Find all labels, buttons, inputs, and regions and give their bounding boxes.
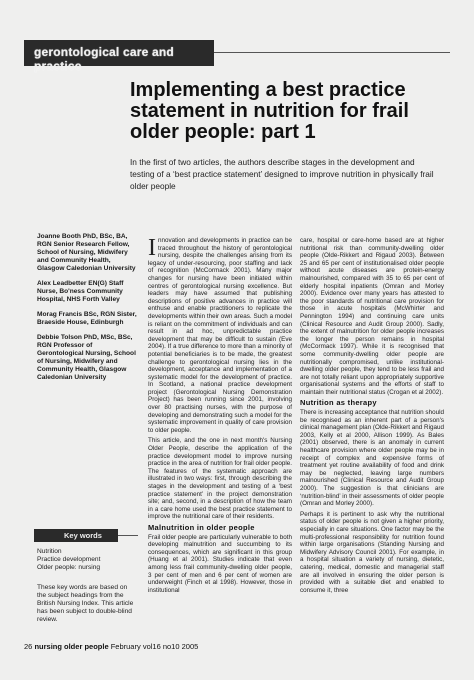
author-3: Morag Francis BSc, RGN Sister, Braeside House, Edinburgh [37, 311, 137, 326]
journal-name: nursing older people [34, 642, 109, 651]
keywords-list [37, 548, 137, 572]
col2-subheading: Nutrition as therapy [300, 398, 377, 408]
article-lede: In the first of two articles, the authors describe stages in the development and testing of a ‘best practice statement’ designed to improve nutrition in physically frail older people [130, 157, 434, 191]
issue-info: February vol16 no10 2005 [110, 642, 199, 651]
author-list [37, 233, 139, 389]
col1-para-3: Frail older people are particularly vulnerable to both developing malnutrition and succumbing to its consequences, which are significant in this group (Huang et al 2001). Studies indicate that even among less frail community-dwelling older people, 3 per cent of men and 6 per cent of women are underweight (Finch et al 1998). However, those in institutional [148, 533, 292, 594]
body-column-2 [300, 237, 444, 597]
col2-para-1: care, hospital or care-home based are at higher nutritional risk than community-dwelling older people (Olde-Rikkert and Rigaud 2003). Between 25 and 65 per cent of institutionalised older people without acute diseases are protein-energy malnourished, compared with 35 to 65 per cent of elderly hospital inpatients (Omran and Morley 2000). Evidence over many years has attested to the poor standards of nutritional care provision for those in acute hospitals (McWhirter and Pennington 1994) and continuing care units (Clinical Resource and Audit Group 2000). Sadly, the extent of malnutrition for older people increases the longer the person remains in hospital (McCormack 1997). While it is recognised that some community-dwelling older people are nutritionally compromised, unlike institutional-dwelling older people, they tend to be less frail and are not totally reliant upon appropriately supportive organisational systems and the efforts of staff to maintain their nutritional status (Crogan et al 2002). [300, 237, 444, 396]
keywords-banner [34, 529, 118, 542]
author-1: Joanne Booth PhD, BSc, BA, RGN Senior Research Fellow, School of Nursing, Midwifery and Community Health, Glasgow Caledonian University [37, 233, 136, 272]
article-title: Implementing a best practice statement in nutrition for frail older people: part 1 [130, 79, 409, 143]
section-banner-label: gerontological care and practice [34, 45, 174, 73]
section-banner [24, 40, 214, 73]
author-4: Debbie Tolson PhD, MSc, BSc, RGN Professor of Gerontological Nursing, School of Nursing, Midwifery and Community Health, Glasgow Caledonian University [37, 334, 136, 381]
col1-para-1 [148, 237, 292, 434]
col1-para-2: This article, and the one in next month's Nursing Older People, describe the application of the practice development model to improve nursing practice in the area of nutrition for frail older people. The features of the systematic approach are illustrated in two ways: first, through describing the stages in the development and testing of a ‘best practice statement’ in the project demonstration site; and, second, in a description of how the team in a care home used the best practice statement to improve the nutritional care of their residents. [148, 437, 292, 521]
banner-rule [214, 52, 450, 53]
keyword-3: Older people: nursing [37, 564, 101, 571]
col1-subheading: Malnutrition in older people [148, 522, 255, 532]
page-number: 26 [24, 642, 33, 651]
page-footer [24, 642, 198, 651]
keyword-2: Practice development [37, 556, 101, 563]
keywords-label: Key words [64, 531, 102, 540]
body-column-1 [148, 237, 292, 597]
col2-para-3: Perhaps it is pertinent to ask why the nutritional status of older people is not given a higher priority, especially in care situations. One factor may be the multi-professional responsibility for nutrition found within large organisations (Standing Nursing and Midwifery Advisory Council 2001). For example, in a hospital situation a variety of nursing, dietetic, catering, medical, domestic and managerial staff are all involved in ensuring the older person is provided with a suitable diet and enabled to consume it, three [300, 510, 444, 594]
keywords-rule [118, 535, 138, 536]
col1-para-1-text: nnovation and developments in practice can be traced throughout the history of gerontological nursing, despite the challenges arising from its legacy of under-resourcing, poor staffing and lack of recognition (McCormack 2001). Many major changes for nursing have been initiated within centres of gerontological nursing excellence. But leaders may have assumed that publishing descriptions of positive advances in practice will enthuse and enable practitioners to replicate the developments within their own areas. Such a model is reliant on the commitment of individuals and can result in ad hoc, unpredictable practice development that may be difficult to sustain (Eve 2004). If a true difference to more than a minority of potential beneficiaries is to be made, the greatest challenge to gerontological nursing lies in the development, acceptance and implementation of a systematic model for the development of practice. In Scotland, a national practice development project (Gerontological Nursing Demonstration Project) has been running since 2001, involving over 80 practising nurses, with the purpose of developing and demonstrating such a model for the systematic improvement in quality of care provision to older people. [148, 237, 292, 434]
col2-para-2: There is increasing acceptance that nutrition should be recognised as an inherent part of a person's clinical management plan (Olde-Rikkert and Rigaud 2003, Kelly et al 2000, Allison 1999). As Bales (2001) observed, there is an anomaly in current healthcare provision where older people may be in receipt of complex and expensive forms of treatment yet routine availability of food and drink may be neglected, leaving large numbers malnourished (Clinical Resource and Audit Group 2000). The suggestion is that clinicians are ‘nutrition-blind’ in their assessments of older people (Omran and Morley 2000). [300, 409, 444, 508]
drop-cap: I [148, 235, 156, 261]
keywords-note: These key words are based on the subject headings from the British Nursing Index. This article has been subject to double-blind review. [37, 584, 134, 623]
keyword-1: Nutrition [37, 548, 62, 555]
author-2: Alex Leadbetter EN(G) Staff Nurse, Bo'ness Community Hospital, NHS Forth Valley [37, 280, 124, 303]
